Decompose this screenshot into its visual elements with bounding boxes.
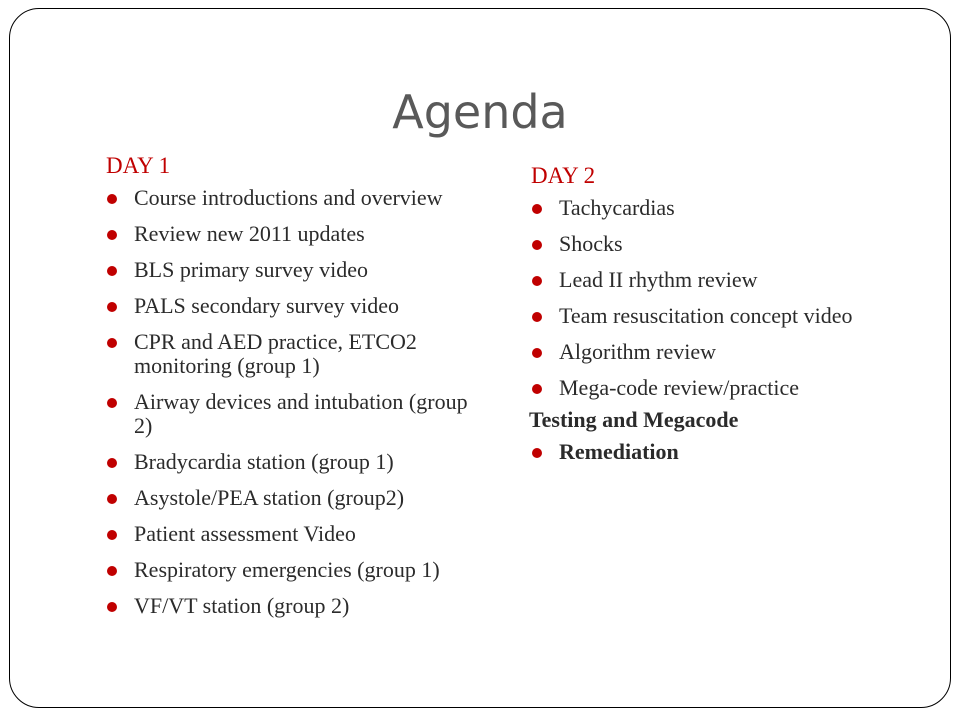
bullet-dot-icon — [107, 566, 117, 576]
testing-list — [529, 440, 909, 464]
bullet-dot-icon — [107, 194, 117, 204]
list-item-text: Asystole/PEA station (group2) — [134, 485, 405, 510]
bullet-dot-icon — [107, 338, 117, 348]
bullet-dot-icon — [532, 448, 542, 458]
bullet-dot-icon — [107, 398, 117, 408]
list-item-text: Remediation — [559, 439, 679, 464]
day2-heading: DAY 2 — [531, 163, 596, 188]
list-item-text: CPR and AED practice, ETCO2 monitoring (group 1) — [134, 329, 417, 378]
list-item-text: Patient assessment Video — [134, 521, 356, 546]
bullet-dot-icon — [532, 312, 542, 322]
bullet-dot-icon — [107, 302, 117, 312]
bullet-dot-icon — [107, 530, 117, 540]
list-item — [529, 268, 909, 292]
bullet-dot-icon — [532, 384, 542, 394]
list-item — [529, 440, 909, 464]
list-item — [104, 186, 484, 210]
list-item — [529, 340, 909, 364]
list-item-text: Lead II rhythm review — [559, 267, 758, 292]
list-item — [104, 594, 484, 618]
bullet-dot-icon — [107, 494, 117, 504]
list-item — [104, 330, 484, 378]
list-item-text: Team resuscitation concept video — [559, 303, 853, 328]
bullet-dot-icon — [107, 602, 117, 612]
list-item-text: Shocks — [559, 231, 623, 256]
list-item — [104, 258, 484, 282]
list-item-text: Algorithm review — [559, 339, 717, 364]
testing-heading: Testing and Megacode — [529, 407, 739, 432]
day1-list — [104, 186, 484, 618]
bullet-dot-icon — [532, 276, 542, 286]
list-item-text: BLS primary survey video — [134, 257, 369, 282]
slide-title: Agenda — [392, 85, 568, 139]
day1-heading: DAY 1 — [106, 153, 171, 178]
list-item-text: Tachycardias — [559, 195, 675, 220]
list-item — [104, 450, 484, 474]
day1-column — [104, 150, 484, 630]
list-item-text: Mega-code review/practice — [559, 375, 800, 400]
day2-column — [529, 160, 909, 476]
list-item — [104, 222, 484, 246]
list-item — [529, 232, 909, 256]
list-item-text: Airway devices and intubation (group 2) — [134, 389, 468, 438]
bullet-dot-icon — [107, 266, 117, 276]
list-item — [529, 376, 909, 400]
list-item — [529, 304, 909, 328]
list-item-text: Review new 2011 updates — [134, 221, 365, 246]
list-item — [529, 196, 909, 220]
bullet-dot-icon — [532, 348, 542, 358]
list-item — [104, 390, 484, 438]
day2-list — [529, 196, 909, 400]
bullet-dot-icon — [107, 458, 117, 468]
bullet-dot-icon — [532, 240, 542, 250]
list-item-text: Bradycardia station (group 1) — [134, 449, 394, 474]
list-item — [104, 522, 484, 546]
list-item-text: VF/VT station (group 2) — [134, 593, 350, 618]
bullet-dot-icon — [107, 230, 117, 240]
list-item — [104, 558, 484, 582]
list-item — [104, 486, 484, 510]
list-item-text: PALS secondary survey video — [134, 293, 399, 318]
list-item — [104, 294, 484, 318]
bullet-dot-icon — [532, 204, 542, 214]
list-item-text: Course introductions and overview — [134, 185, 443, 210]
list-item-text: Respiratory emergencies (group 1) — [134, 557, 440, 582]
